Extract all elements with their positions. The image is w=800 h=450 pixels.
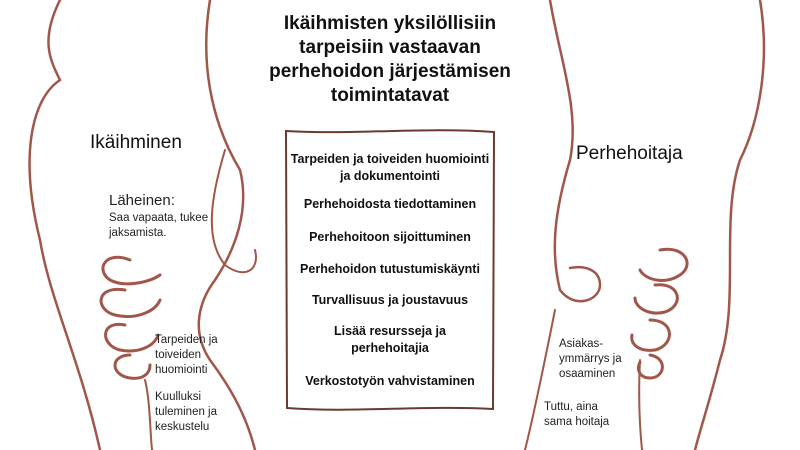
page-title: Ikäihmisten yksilöllisiin tarpeisiin vastaavan perhehoidon järjestämisen toimintatavat: [269, 13, 511, 106]
center-item: Tarpeiden ja toiveiden huomiointi ja dokumentointi: [290, 152, 490, 183]
right-heading: Perhehoitaja: [576, 143, 683, 164]
left-note: Tarpeiden ja toiveiden huomiointi: [155, 334, 218, 376]
right-note: Tuttu, aina sama hoitaja: [544, 401, 610, 428]
left-finger-4: [115, 355, 150, 378]
center-item: Verkostotyön vahvistaminen: [305, 374, 475, 388]
left-finger-3: [106, 324, 158, 351]
left-heading: Ikäihminen: [90, 132, 182, 153]
right-note: Asiakas-ymmärrys ja osaaminen: [559, 338, 622, 380]
center-item: Turvallisuus ja joustavuus: [311, 293, 469, 307]
right-finger-3: [632, 320, 670, 350]
left-arm-outline: [30, 0, 100, 450]
left-wrist: [145, 380, 152, 450]
left-note: Kuulluksi tuleminen ja keskustelu: [155, 391, 218, 433]
right-arm-outline: [695, 0, 764, 450]
relative-text: Saa vapaata, tukee jaksamista.: [109, 212, 209, 239]
right-finger-1: [640, 249, 687, 280]
center-item: Perhehoidosta tiedottaminen: [303, 197, 477, 211]
right-finger-4: [638, 355, 662, 378]
center-item: Perhehoidon tutustumiskäynti: [300, 262, 480, 276]
right-finger-2: [635, 285, 677, 313]
left-finger-2: [101, 289, 160, 316]
center-item: Perhehoitoon sijoittuminen: [309, 230, 471, 244]
left-finger-1: [103, 257, 160, 284]
relative-label: Läheinen:: [109, 192, 175, 209]
center-item: Lisää resursseja ja perhehoitajia: [334, 324, 446, 355]
